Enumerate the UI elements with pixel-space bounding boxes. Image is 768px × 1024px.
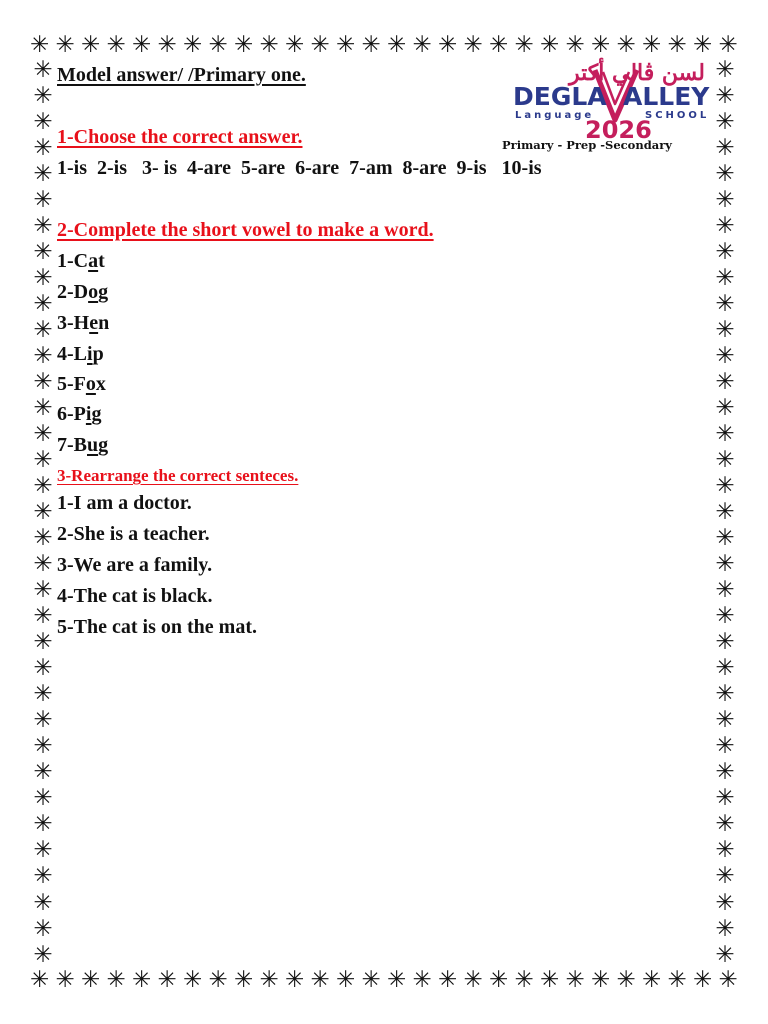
border-star-icon: ✳ — [514, 32, 534, 58]
border-star-icon: ✳ — [715, 733, 735, 760]
border-star-icon: ✳ — [715, 161, 735, 188]
border-star-icon: ✳ — [33, 863, 53, 890]
sentence-item: 2-She is a teacher. — [57, 523, 210, 545]
border-star-icon: ✳ — [33, 603, 53, 630]
border-star-icon: ✳ — [234, 967, 254, 993]
border-star-icon: ✳ — [715, 447, 735, 474]
vowel-item: 5-Fox — [57, 373, 106, 395]
border-right — [712, 58, 738, 967]
border-star-icon: ✳ — [715, 941, 735, 968]
vowel-item: 4-Lip — [57, 343, 104, 365]
border-star-icon: ✳ — [259, 32, 279, 58]
border-star-icon: ✳ — [540, 967, 560, 993]
border-star-icon: ✳ — [33, 759, 53, 786]
border-star-icon: ✳ — [33, 239, 53, 266]
sentence-item: 5-The cat is on the mat. — [57, 616, 257, 638]
border-star-icon: ✳ — [361, 967, 381, 993]
border-star-icon: ✳ — [489, 967, 509, 993]
sentence-item: 3-We are a family. — [57, 554, 213, 576]
border-left — [30, 58, 56, 967]
logo-brand-left: DEGLA — [513, 82, 607, 111]
border-star-icon: ✳ — [33, 317, 53, 344]
border-star-icon: ✳ — [715, 785, 735, 812]
border-star-icon: ✳ — [715, 707, 735, 734]
border-star-icon: ✳ — [591, 967, 611, 993]
border-star-icon: ✳ — [33, 629, 53, 656]
border-star-icon: ✳ — [715, 837, 735, 864]
border-star-icon: ✳ — [33, 577, 53, 604]
border-star-icon: ✳ — [33, 681, 53, 708]
border-bottom — [30, 967, 738, 993]
vowel-item: 7-Bug — [57, 434, 109, 456]
border-star-icon: ✳ — [33, 655, 53, 682]
border-star-icon: ✳ — [33, 395, 53, 422]
border-top — [30, 32, 738, 58]
border-star-icon: ✳ — [715, 109, 735, 136]
border-star-icon: ✳ — [438, 967, 458, 993]
border-star-icon: ✳ — [33, 265, 53, 292]
border-star-icon: ✳ — [463, 32, 483, 58]
border-star-icon: ✳ — [412, 967, 432, 993]
border-star-icon: ✳ — [715, 603, 735, 630]
border-star-icon: ✳ — [183, 967, 203, 993]
logo-sub-left: Language — [515, 110, 595, 121]
border-star-icon: ✳ — [718, 32, 738, 58]
border-star-icon: ✳ — [715, 889, 735, 916]
border-star-icon: ✳ — [693, 967, 713, 993]
border-star-icon: ✳ — [540, 32, 560, 58]
border-star-icon: ✳ — [715, 343, 735, 370]
border-star-icon: ✳ — [489, 32, 509, 58]
border-star-icon: ✳ — [33, 733, 53, 760]
border-star-icon: ✳ — [208, 32, 228, 58]
border-star-icon: ✳ — [715, 759, 735, 786]
border-star-icon: ✳ — [361, 32, 381, 58]
sentence-item: 4-The cat is black. — [57, 585, 213, 607]
section1-heading: 1-Choose the correct answer. — [57, 126, 303, 148]
border-star-icon: ✳ — [715, 317, 735, 344]
logo-tagline: Primary - Prep -Secondary — [502, 138, 672, 152]
border-star-icon: ✳ — [33, 83, 53, 110]
border-star-icon: ✳ — [33, 213, 53, 240]
border-star-icon: ✳ — [715, 499, 735, 526]
border-star-icon: ✳ — [81, 967, 101, 993]
border-star-icon: ✳ — [33, 707, 53, 734]
border-star-icon: ✳ — [81, 32, 101, 58]
border-star-icon: ✳ — [565, 967, 585, 993]
border-star-icon: ✳ — [55, 967, 75, 993]
border-star-icon: ✳ — [33, 369, 53, 396]
border-star-icon: ✳ — [715, 681, 735, 708]
border-star-icon: ✳ — [616, 967, 636, 993]
border-star-icon: ✳ — [715, 213, 735, 240]
border-star-icon: ✳ — [285, 32, 305, 58]
border-star-icon: ✳ — [616, 32, 636, 58]
logo-year: 2026 — [585, 116, 652, 144]
border-star-icon: ✳ — [33, 109, 53, 136]
border-star-icon: ✳ — [715, 525, 735, 552]
section3-heading: 3-Rearrange the correct senteces. — [57, 466, 299, 485]
border-star-icon: ✳ — [33, 421, 53, 448]
border-star-icon: ✳ — [33, 499, 53, 526]
border-star-icon: ✳ — [715, 291, 735, 318]
logo-arabic-text: لسن ڤالي أكتر — [568, 60, 705, 86]
border-star-icon: ✳ — [33, 889, 53, 916]
border-star-icon: ✳ — [715, 577, 735, 604]
border-star-icon: ✳ — [565, 32, 585, 58]
border-star-icon: ✳ — [715, 421, 735, 448]
border-star-icon: ✳ — [234, 32, 254, 58]
border-star-icon: ✳ — [33, 941, 53, 968]
border-star-icon: ✳ — [715, 187, 735, 214]
border-star-icon: ✳ — [463, 967, 483, 993]
border-star-icon: ✳ — [715, 395, 735, 422]
sentence-item: 1-I am a doctor. — [57, 492, 192, 514]
border-star-icon: ✳ — [718, 967, 738, 993]
border-star-icon: ✳ — [157, 967, 177, 993]
vowel-item: 3-Hen — [57, 312, 110, 334]
page-title: Model answer/ /Primary one. — [57, 64, 306, 86]
border-star-icon: ✳ — [693, 32, 713, 58]
border-star-icon: ✳ — [30, 967, 50, 993]
border-star-icon: ✳ — [106, 32, 126, 58]
border-star-icon: ✳ — [715, 83, 735, 110]
section1-answers: 1-is 2-is 3- is 4-are 5-are 6-are 7-am 8-are 9-is 10-is — [57, 157, 542, 179]
border-star-icon: ✳ — [33, 525, 53, 552]
border-star-icon: ✳ — [208, 967, 228, 993]
border-star-icon: ✳ — [715, 655, 735, 682]
border-star-icon: ✳ — [33, 447, 53, 474]
border-star-icon: ✳ — [33, 551, 53, 578]
border-star-icon: ✳ — [715, 863, 735, 890]
border-star-icon: ✳ — [715, 473, 735, 500]
border-star-icon: ✳ — [33, 343, 53, 370]
vowel-item: 2-Dog — [57, 281, 109, 303]
border-star-icon: ✳ — [310, 967, 330, 993]
border-star-icon: ✳ — [715, 915, 735, 942]
border-star-icon: ✳ — [715, 239, 735, 266]
border-star-icon: ✳ — [514, 967, 534, 993]
border-star-icon: ✳ — [132, 32, 152, 58]
border-star-icon: ✳ — [33, 473, 53, 500]
border-star-icon: ✳ — [715, 551, 735, 578]
border-star-icon: ✳ — [336, 32, 356, 58]
border-star-icon: ✳ — [33, 135, 53, 162]
border-star-icon: ✳ — [438, 32, 458, 58]
border-star-icon: ✳ — [591, 32, 611, 58]
border-star-icon: ✳ — [310, 32, 330, 58]
border-star-icon: ✳ — [33, 57, 53, 83]
border-star-icon: ✳ — [642, 32, 662, 58]
border-star-icon: ✳ — [387, 967, 407, 993]
border-star-icon: ✳ — [387, 32, 407, 58]
border-star-icon: ✳ — [106, 967, 126, 993]
border-star-icon: ✳ — [33, 785, 53, 812]
border-star-icon: ✳ — [183, 32, 203, 58]
border-star-icon: ✳ — [715, 135, 735, 162]
border-star-icon: ✳ — [30, 32, 50, 58]
border-star-icon: ✳ — [132, 967, 152, 993]
border-star-icon: ✳ — [667, 32, 687, 58]
border-star-icon: ✳ — [715, 369, 735, 396]
border-star-icon: ✳ — [259, 967, 279, 993]
border-star-icon: ✳ — [55, 32, 75, 58]
border-star-icon: ✳ — [33, 915, 53, 942]
border-star-icon: ✳ — [285, 967, 305, 993]
section2-heading: 2-Complete the short vowel to make a word. — [57, 219, 434, 241]
border-star-icon: ✳ — [33, 187, 53, 214]
border-star-icon: ✳ — [715, 265, 735, 292]
vowel-item: 1-Cat — [57, 250, 105, 272]
border-star-icon: ✳ — [642, 967, 662, 993]
border-star-icon: ✳ — [715, 57, 735, 83]
border-star-icon: ✳ — [667, 967, 687, 993]
logo-sub-right: SCHOOL — [645, 110, 710, 121]
vowel-item: 6-Pig — [57, 403, 102, 425]
border-star-icon: ✳ — [33, 161, 53, 188]
border-star-icon: ✳ — [157, 32, 177, 58]
border-star-icon: ✳ — [336, 967, 356, 993]
logo-brand-right: ALLEY — [623, 82, 710, 111]
border-star-icon: ✳ — [715, 629, 735, 656]
border-star-icon: ✳ — [715, 811, 735, 838]
border-star-icon: ✳ — [33, 811, 53, 838]
border-star-icon: ✳ — [33, 291, 53, 318]
border-star-icon: ✳ — [412, 32, 432, 58]
border-star-icon: ✳ — [33, 837, 53, 864]
